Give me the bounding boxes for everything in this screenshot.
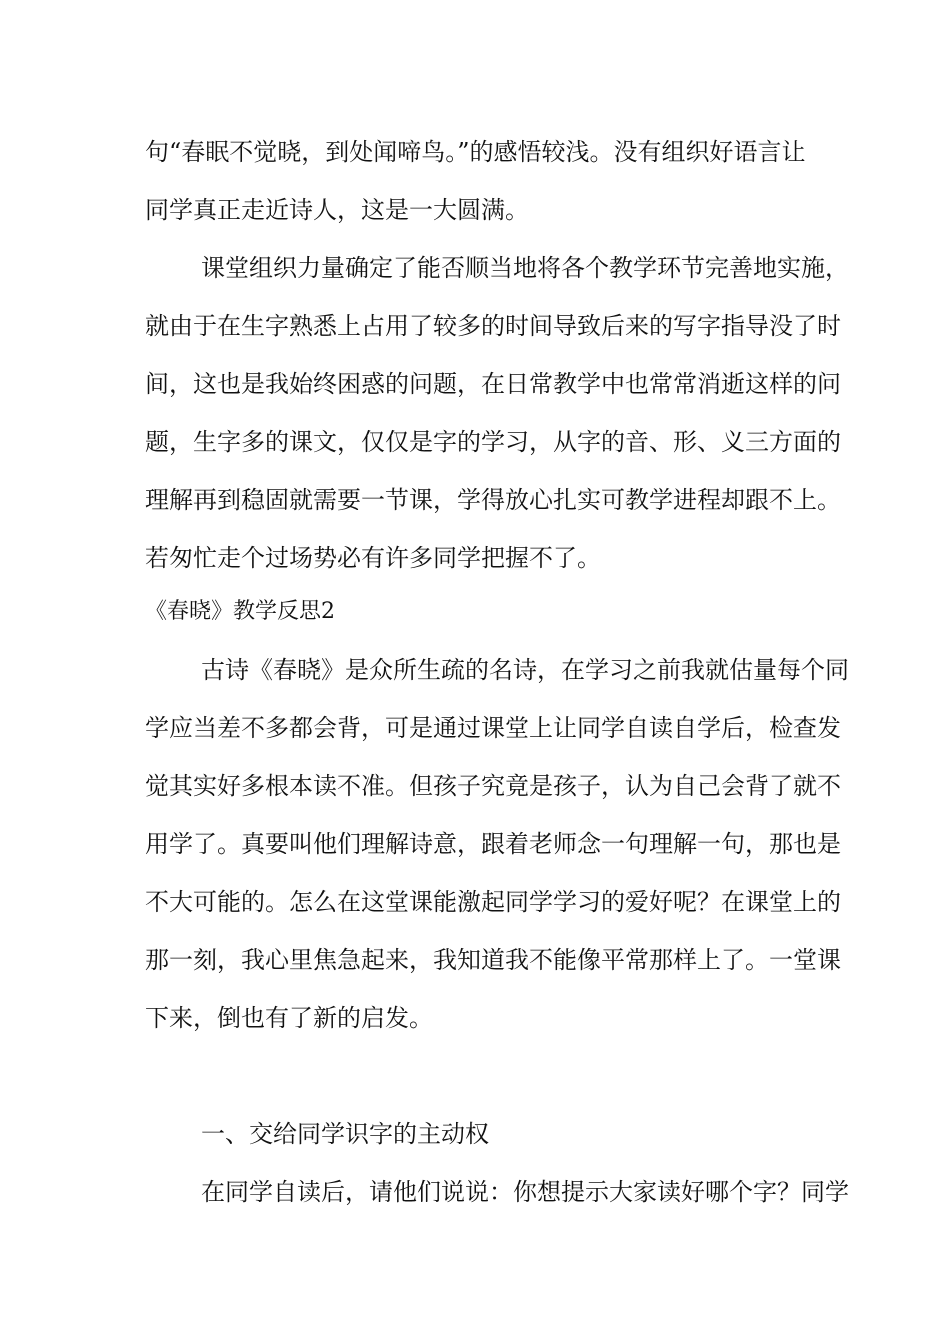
paragraph-line: 觉其实好多根本读不准。但孩子究竟是孩子，认为自己会背了就不 <box>145 772 841 800</box>
paragraph-line: 学应当差不多都会背，可是通过课堂上让同学自读自学后，检查发 <box>145 714 841 742</box>
subheading: 一、交给同学识字的主动权 <box>201 1120 489 1148</box>
paragraph-line: 课堂组织力量确定了能否顺当地将各个教学环节完善地实施， <box>201 254 849 282</box>
paragraph-line: 题，生字多的课文，仅仅是字的学习，从字的音、形、义三方面的 <box>145 428 841 456</box>
paragraph-line: 间，这也是我始终困惑的问题，在日常教学中也常常消逝这样的问 <box>145 370 841 398</box>
paragraph-line: 句“春眠不觉晓，到处闻啼鸟。”的感悟较浅。没有组织好语言让 <box>145 138 806 166</box>
paragraph-line: 理解再到稳固就需要一节课，学得放心扎实可教学进程却跟不上。 <box>145 486 841 514</box>
paragraph-line: 下来，倒也有了新的启发。 <box>145 1004 433 1032</box>
paragraph-line: 那一刻，我心里焦急起来，我知道我不能像平常那样上了。一堂课 <box>145 946 841 974</box>
paragraph-line: 古诗《春晓》是众所生疏的名诗，在学习之前我就估量每个同 <box>201 656 849 684</box>
section-title: 《春晓》教学反思2 <box>145 599 335 624</box>
paragraph-line: 就由于在生字熟悉上占用了较多的时间导致后来的写字指导没了时 <box>145 312 841 340</box>
paragraph-line: 用学了。真要叫他们理解诗意，跟着老师念一句理解一句，那也是 <box>145 830 841 858</box>
paragraph-line: 若匆忙走个过场势必有许多同学把握不了。 <box>145 544 601 572</box>
paragraph-line: 同学真正走近诗人，这是一大圆满。 <box>145 196 529 224</box>
paragraph-line: 在同学自读后，请他们说说：你想提示大家读好哪个字？同学 <box>201 1178 849 1206</box>
paragraph-line: 不大可能的。怎么在这堂课能激起同学学习的爱好呢？在课堂上的 <box>145 888 841 916</box>
